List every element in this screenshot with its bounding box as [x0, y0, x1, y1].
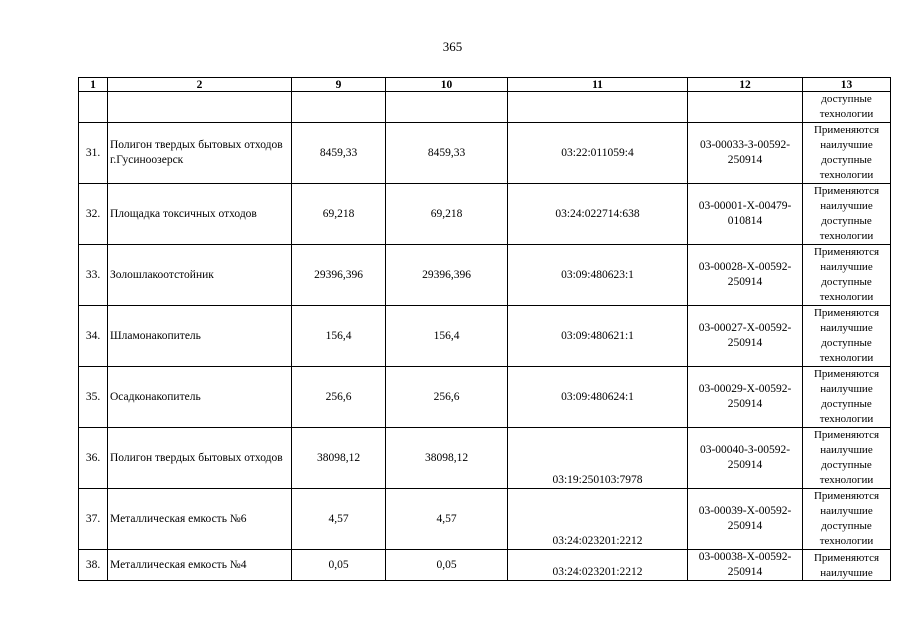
table-row — [79, 123, 891, 184]
cell-name: Площадка токсичных отходов — [108, 184, 292, 245]
cell-code: 03-00038-Х-00592-250914 — [688, 550, 803, 581]
cell-note: Применяются наилучшие доступные технологии — [803, 123, 891, 184]
cell-name: Металлическая емкость №4 — [108, 550, 292, 581]
cell-empty — [108, 92, 292, 123]
column-header: 13 — [803, 78, 891, 92]
cell-col10: 29396,396 — [386, 245, 508, 306]
table-row — [79, 306, 891, 367]
table-row — [79, 367, 891, 428]
cell-empty — [386, 92, 508, 123]
cell-name: Металлическая емкость №6 — [108, 489, 292, 550]
cell-cadastral: 03:09:480621:1 — [508, 306, 688, 367]
cell-cadastral: 03:24:023201:2212 — [508, 489, 688, 550]
cell-col9: 8459,33 — [292, 123, 386, 184]
cell-empty — [688, 92, 803, 123]
cell-note: доступные технологии — [803, 92, 891, 123]
cell-cadastral: 03:09:480623:1 — [508, 245, 688, 306]
cell-col9: 0,05 — [292, 550, 386, 581]
column-header: 1 — [79, 78, 108, 92]
cell-note: Применяются наилучшие доступные технологии — [803, 245, 891, 306]
cell-num: 32. — [79, 184, 108, 245]
table-row — [79, 489, 891, 550]
cell-name: Шламонакопитель — [108, 306, 292, 367]
cell-col9: 4,57 — [292, 489, 386, 550]
cell-code: 03-00039-Х-00592-250914 — [688, 489, 803, 550]
page-number: 365 — [442, 39, 463, 54]
cell-num: 35. — [79, 367, 108, 428]
cell-cadastral: 03:24:022714:638 — [508, 184, 688, 245]
cell-name: Осадконакопитель — [108, 367, 292, 428]
cell-note — [803, 550, 891, 581]
cell-col9: 29396,396 — [292, 245, 386, 306]
cell-note: Применяются наилучшие доступные технологии — [803, 428, 891, 489]
cell-col9: 156,4 — [292, 306, 386, 367]
cell-num: 37. — [79, 489, 108, 550]
cell-num: 34. — [79, 306, 108, 367]
cell-col9: 69,218 — [292, 184, 386, 245]
cell-code: 03-00027-Х-00592-250914 — [688, 306, 803, 367]
cell-empty — [292, 92, 386, 123]
column-header: 9 — [292, 78, 386, 92]
column-header: 11 — [508, 78, 688, 92]
cell-code: 03-00028-Х-00592-250914 — [688, 245, 803, 306]
cell-col10: 256,6 — [386, 367, 508, 428]
cell-cadastral: 03:22:011059:4 — [508, 123, 688, 184]
cell-name: Полигон твердых бытовых отходов г.Гусиноозерск — [108, 123, 292, 184]
cell-col10: 8459,33 — [386, 123, 508, 184]
cell-cadastral: 03:24:023201:2212 — [508, 550, 688, 581]
cell-col10: 156,4 — [386, 306, 508, 367]
cell-empty — [508, 92, 688, 123]
cell-code: 03-00040-З-00592-250914 — [688, 428, 803, 489]
cell-name: Золошлакоотстойник — [108, 245, 292, 306]
table-row — [79, 184, 891, 245]
table-row — [79, 550, 891, 581]
cell-num: 38. — [79, 550, 108, 581]
cell-col10: 38098,12 — [386, 428, 508, 489]
registry-table — [78, 77, 891, 581]
cell-code: 03-00029-Х-00592-250914 — [688, 367, 803, 428]
cell-name: Полигон твердых бытовых отходов — [108, 428, 292, 489]
cell-num: 36. — [79, 428, 108, 489]
table-row — [79, 428, 891, 489]
cell-col9: 38098,12 — [292, 428, 386, 489]
cell-col9: 256,6 — [292, 367, 386, 428]
cell-num: 33. — [79, 245, 108, 306]
cell-num: 31. — [79, 123, 108, 184]
header-row — [79, 78, 891, 92]
cell-cadastral: 03:09:480624:1 — [508, 367, 688, 428]
cell-code: 03-00033-З-00592-250914 — [688, 123, 803, 184]
column-header: 2 — [108, 78, 292, 92]
cell-col10: 4,57 — [386, 489, 508, 550]
cell-empty — [79, 92, 108, 123]
cell-note-text: Применяются наилучшие — [813, 552, 880, 579]
column-header: 12 — [688, 78, 803, 92]
cell-note: Применяются наилучшие доступные технологии — [803, 367, 891, 428]
cell-code: 03-00001-Х-00479-010814 — [688, 184, 803, 245]
cell-note: Применяются наилучшие доступные технологии — [803, 489, 891, 550]
cell-col10: 0,05 — [386, 550, 508, 581]
cell-note: Применяются наилучшие доступные технологии — [803, 306, 891, 367]
cell-cadastral: 03:19:250103:7978 — [508, 428, 688, 489]
continuation-row — [79, 92, 891, 123]
cell-col10: 69,218 — [386, 184, 508, 245]
table-row — [79, 245, 891, 306]
cell-note: Применяются наилучшие доступные технологии — [803, 184, 891, 245]
column-header: 10 — [386, 78, 508, 92]
